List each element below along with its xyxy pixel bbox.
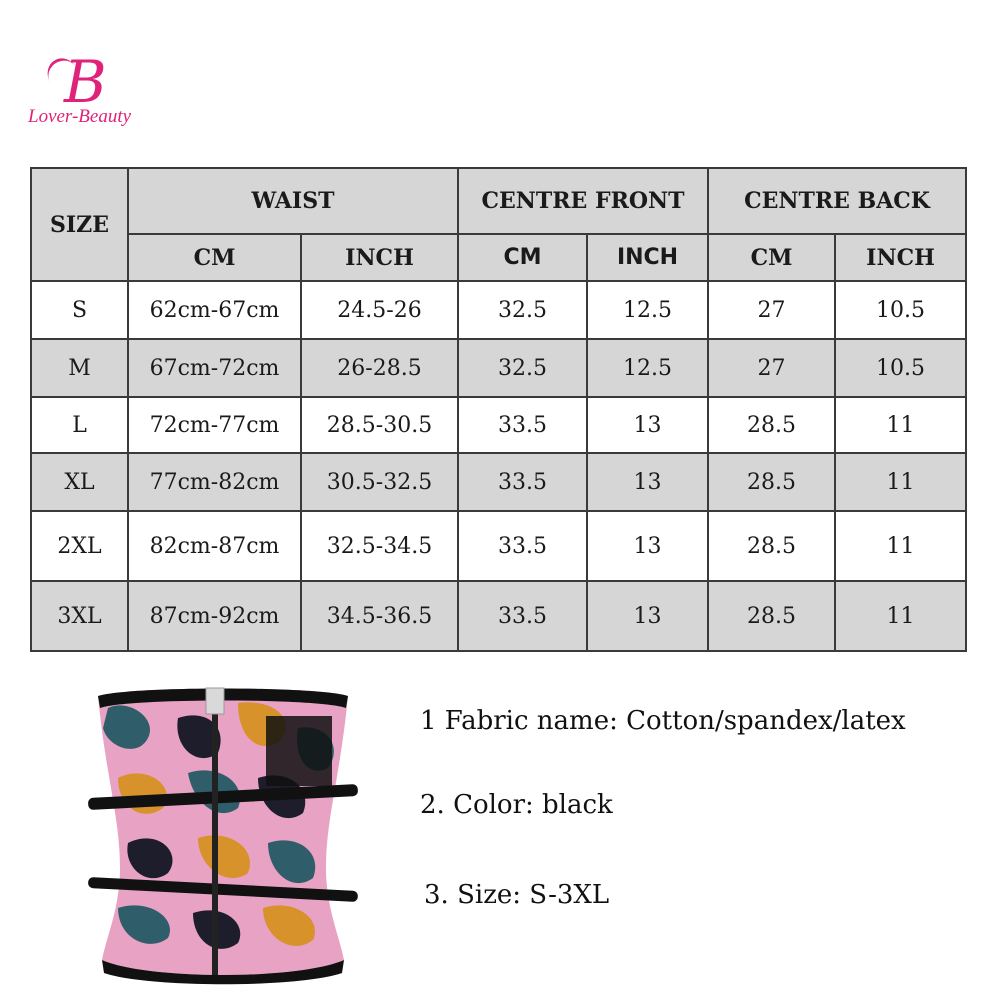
table-cell: 11 [835, 397, 966, 453]
table-row [31, 281, 966, 339]
table-cell: 87cm-92cm [128, 581, 301, 651]
table-cell: 67cm-72cm [128, 339, 301, 397]
table-row [31, 397, 966, 453]
table-cell: 28.5 [708, 397, 835, 453]
table-cell: 12.5 [587, 339, 708, 397]
table-cell: 72cm-77cm [128, 397, 301, 453]
brand-logo [28, 48, 178, 138]
table-cell: 28.5 [708, 581, 835, 651]
table-cell: 32.5 [458, 339, 587, 397]
unit-header: INCH [835, 234, 966, 281]
size-chart-table [30, 167, 967, 652]
logo-text: Lover-Beauty [28, 106, 132, 127]
table-cell: 77cm-82cm [128, 453, 301, 511]
size-cell: S [31, 281, 128, 339]
table-cell: 33.5 [458, 511, 587, 581]
waist-header: WAIST [128, 168, 458, 234]
table-cell: 13 [587, 397, 708, 453]
unit-header: CM [458, 234, 587, 281]
table-cell: 10.5 [835, 281, 966, 339]
unit-header: CM [708, 234, 835, 281]
table-cell: 11 [835, 511, 966, 581]
table-cell: 28.5 [708, 453, 835, 511]
unit-header: CM [128, 234, 301, 281]
unit-header: INCH [301, 234, 458, 281]
table-cell: 12.5 [587, 281, 708, 339]
size-cell: XL [31, 453, 128, 511]
logo-mark: B [64, 48, 107, 116]
product-image [88, 668, 358, 988]
size-cell: M [31, 339, 128, 397]
table-cell: 30.5-32.5 [301, 453, 458, 511]
table-cell: 11 [835, 453, 966, 511]
table-cell: 32.5-34.5 [301, 511, 458, 581]
spec-color: 2. Color: black [420, 790, 613, 820]
table-cell: 28.5 [708, 511, 835, 581]
table-cell: 82cm-87cm [128, 511, 301, 581]
table-cell: 11 [835, 581, 966, 651]
size-header: SIZE [31, 168, 128, 281]
table-cell: 27 [708, 339, 835, 397]
size-cell: 3XL [31, 581, 128, 651]
table-cell: 13 [587, 453, 708, 511]
table-cell: 26-28.5 [301, 339, 458, 397]
table-row [31, 339, 966, 397]
table-cell: 27 [708, 281, 835, 339]
table-row [31, 453, 966, 511]
table-cell: 33.5 [458, 453, 587, 511]
centre-back-header: CENTRE BACK [708, 168, 966, 234]
table-cell: 32.5 [458, 281, 587, 339]
unit-header: INCH [587, 234, 708, 281]
table-row [31, 581, 966, 651]
size-cell: 2XL [31, 511, 128, 581]
table-row [31, 511, 966, 581]
table-cell: 33.5 [458, 397, 587, 453]
spec-fabric: 1 Fabric name: Cotton/spandex/latex [420, 706, 906, 736]
centre-front-header: CENTRE FRONT [458, 168, 708, 234]
table-cell: 33.5 [458, 581, 587, 651]
table-cell: 13 [587, 511, 708, 581]
table-cell: 34.5-36.5 [301, 581, 458, 651]
table-cell: 62cm-67cm [128, 281, 301, 339]
size-cell: L [31, 397, 128, 453]
table-cell: 24.5-26 [301, 281, 458, 339]
table-cell: 28.5-30.5 [301, 397, 458, 453]
spec-size: 3. Size: S-3XL [424, 880, 610, 910]
table-cell: 10.5 [835, 339, 966, 397]
table-cell: 13 [587, 581, 708, 651]
